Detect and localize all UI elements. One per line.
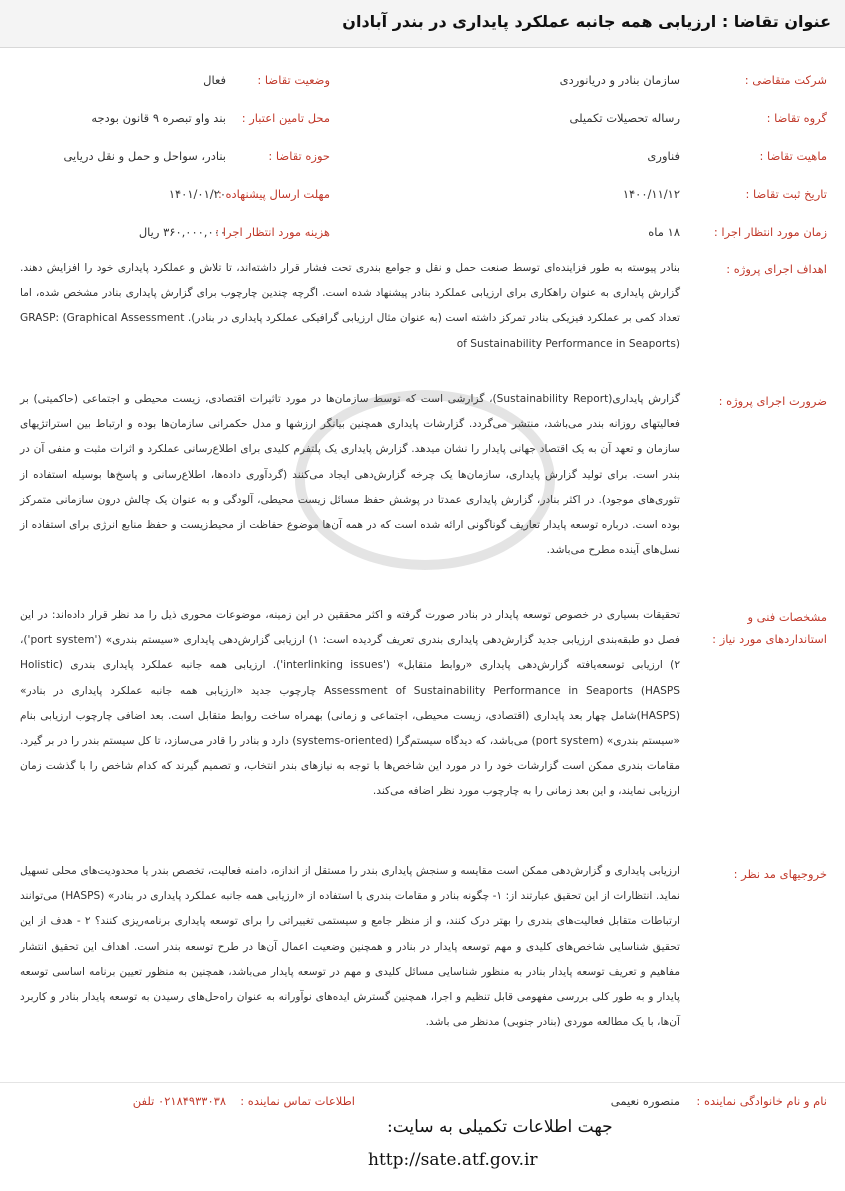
nature-value: فناوری — [647, 149, 680, 163]
cost-value: ۳۶۰,۰۰۰,۰۰۰ ریال — [138, 225, 226, 239]
contact-divider — [0, 1082, 845, 1083]
funding-label: محل تامین اعتبار : — [241, 111, 330, 125]
goals-text: بنادر پیوسته به طور فزاینده‌ای توسط صنعت حمل و نقل و جوامع بندری تحت فشار قرار داشته‌اند، تا تلاش و عملکرد پایداری خود را افزایش دهند. گزارش پایداری به عنوان راهکاری برای ارزیابی عملکرد بنادر پیشنهاد شده است. اگرچه چندین چارچوب برای گزارش پایداری بنادر مشخص شده، اما تعداد کمی بر عملکرد فیزیکی بنادر تمرکز داشته است (به عنوان مثال ارزیابی گرافیکی عملکرد پایداری در بنادر). GRASP: (Graphical Assessment of Sustainability Performance in Seaports) — [20, 262, 680, 350]
outputs-label: خروجیهای مد نظر : — [733, 867, 827, 881]
necessity-text: گزارش پایداری(Sustainability Report)، گزارشی است که توسط سازمان‌ها در مورد تاثیرات اقتصادی، زیست محیطی و اجتماعی (حاکمیتی) بر فعالیتهای روزانه بندر می‌باشد، منتشر می‌گردد. گزارشات پایداری همچنین بیانگر ارزشها و مدل حکمرانی سازمان‌ها بوده و ارتباط بین استراتژیهای سازمان و تعهد آن به یک اقتصاد جهانی پایدار را نشان میدهد. گزارش پایداری یک پلتفرم کلیدی برای اطلاع‌رسانی عملکرد و اثرات مثبت و منفی آن در بندر است. برای تولید گزارش پایداری، سازمان‌ها یک چرخه گزارش‌دهی ایجاد می‌کنند (گردآوری داده‌ها، اطلاع‌رسانی و پاسخ‌ها بوسیله استفاده از تئوری‌های موجود). در اکثر بنادر، گزارش پایداری عمدتا در پوشش حفظ مسائل زیست محیطی، آلودگی و به عنوان یک چالش درون سازمانی متمرکز بوده است. درباره توسعه پایدار تعاریف گوناگونی ارائه شده است که در همه آن‌ها موضوع حفاظت از محیط‌زیست و حفظ منابع انرژی برای استفاده از نسل‌های آینده مطرح می‌باشد. — [20, 393, 681, 557]
duration-value: ۱۸ ماه — [648, 225, 680, 239]
rep-info-label: اطلاعات تماس نماینده : — [240, 1094, 355, 1108]
deadline-value: ۱۴۰۱/۰۱/۲۰ — [168, 187, 226, 201]
rep-info-value: ۰۲۱۸۴۹۳۳۰۳۸ تلفن — [132, 1094, 226, 1108]
requester-value: سازمان بنادر و دریانوردی — [559, 73, 680, 87]
cost-label: هزینه مورد انتظار اجرا : — [215, 225, 330, 239]
status-value: فعال — [203, 73, 226, 87]
rep-name-value: منصوره نعیمی — [610, 1094, 680, 1108]
domain-value: بنادر، سواحل و حمل و نقل دریایی — [63, 149, 226, 163]
reg-date-value: ۱۴۰۰/۱۱/۱۲ — [622, 187, 680, 201]
group-label: گروه تقاضا : — [766, 111, 827, 125]
reg-date-label: تاریخ ثبت تقاضا : — [745, 187, 827, 201]
requester-label: شرکت متقاضی : — [744, 73, 827, 87]
duration-label: زمان مورد انتظار اجرا : — [713, 225, 827, 239]
rep-name-label: نام و نام خانوادگی نماینده : — [696, 1094, 827, 1108]
outputs-text: ارزیابی پایداری و گزارش‌دهی ممکن است مقایسه و سنجش پایداری بندر را مستقل از اندازه، دامنه فعالیت، تخصص بندر یا محدودیت‌های محلی تسهیل نماید. انتظارات از این تحقیق عبارتند از: ۱- چگونه بنادر و مقامات بندری با استفاده از «ارزیابی همه جانبه عملکرد پایداری در بنادر» (HASPS) می‌توانند ارتباطات متقابل فعالیت‌های بندری را بهتر درک کنند، و از منظر جامع و سیستمی تغییراتی را برای توسعه پایداری برنامه‌ریزی کنند؟ ۲ - هدف از این تحقیق شناسایی شاخص‌های کلیدی و مهم توسعه پایدار در بنادر و همچنین وضعیت اعمال آن‌ها در طرح توسعه بندر است. اهداف این تحقیق انتشار مفاهیم و تعریف توسعه پایدار بنادر به منظور شناسایی مسائل کلیدی و مهم در توسعه پایدار می‌باشد، همچنین به منظور تعیین برنامه اساسی توسعه پایدار و به طور کلی بررسی مفهومی قابل تنظیم و اجرا، همچنین گسترش ایده‌های نوآورانه به عنوان راه‌حل‌های رسیدن به توسعه پایدار بنادر و کاربرد آن‌ها، با یک مطالعه موردی (بنادر جنوبی) مدنظر می باشد. — [20, 865, 681, 1029]
nature-label: ماهیت تقاضا : — [759, 149, 827, 163]
funding-value: بند واو تبصره ۹ قانون بودجه — [91, 111, 226, 125]
status-label: وضعیت تقاضا : — [257, 73, 330, 87]
necessity-label: ضرورت اجرای پروژه : — [718, 394, 827, 408]
deadline-label: مهلت ارسال پیشنهاده : — [218, 187, 330, 201]
title-bar — [0, 0, 845, 48]
footer-info-line: جهت اطلاعات تکمیلی به سایت: — [387, 1117, 613, 1137]
footer-website-link[interactable]: http://sate.atf.gov.ir — [368, 1150, 538, 1170]
page-title: عنوان تقاضا : ارزیابی همه جانبه عملکرد پایداری در بندر آبادان — [342, 12, 831, 31]
goals-label: اهداف اجرای پروژه : — [726, 262, 827, 276]
specs-label: مشخصات فنی و استانداردهای مورد نیاز : — [712, 610, 827, 646]
domain-label: حوزه تقاضا : — [268, 149, 330, 163]
specs-text: تحقیقات بسیاری در خصوص توسعه پایدار در بنادر صورت گرفته و اکثر محققین در این زمینه، موضوعات محوری ذیل را مد نظر قرار داده‌اند: در این فصل دو طبقه‌بندی ارزیابی جدید گزارش‌دهی پایداری بندری تعریف گردیده است: ۱) ارزیابی گزارش‌دهی پایداری «سیستم بندری» ('port system')، ۲) ارزیابی توسعه‌یافته گزارش‌دهی پایداری «روابط متقابل» ('interlinking issues'). ارزیابی همه جانبه عملکرد پایداری بندری (Holistic Assessment of Sustainability Performance in Seaports (HASPS چارچوب جدید «ارزیابی همه جانبه عملکرد پایداری در بنادر» (HASPS)شامل چهار بعد پایداری (اقتصادی، زیست محیطی، اجتماعی و زمانی) بهمراه ساخت روابط متقابل است. بعد اضافی چارچوب ارزیابی بنام «سیستم بندری» (port system) می‌باشد، که دیدگاه سیستم‌گرا (systems-oriented) دارد و بنادر را قادر می‌سازد، تا کل سیستم بندر را در بر گیرد. مقامات بندری ممکن است گزارشات خود را در مورد این شاخص‌ها با توجه به نیازهای بندر انتخاب، و تصمیم گیرند که کدام شاخص را با گذشت زمان ارزیابی نمایند، و این بعد زمانی را به چارچوب مورد نظر اضافه می‌کند. — [20, 609, 681, 798]
group-value: رساله تحصیلات تکمیلی — [569, 111, 680, 125]
